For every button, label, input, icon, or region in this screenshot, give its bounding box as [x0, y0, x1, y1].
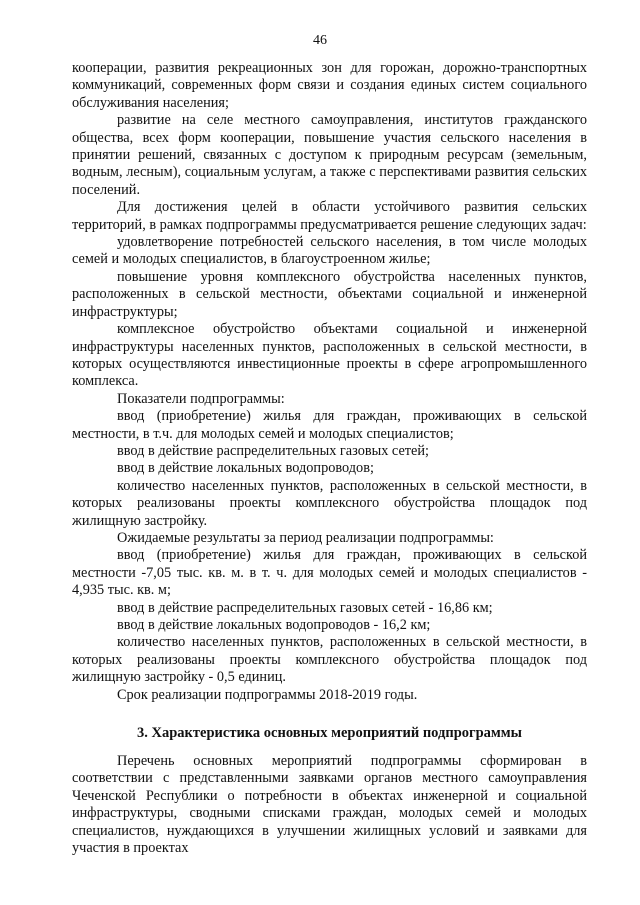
list-item: ввод в действие распределительных газовых сетей - 16,86 км;: [117, 599, 493, 616]
paragraph: развитие на селе местного самоуправления, институтов гражданского общества, всех форм кооперации, повышение участия сельского населения в принятии решений, связанных с доступом к природным ресурсам (земельным, водным, лесным), социальным услугам, а также с перспективами развития сельских поселений.: [72, 112, 587, 198]
list-item: количество населенных пунктов, расположенных в сельской местности, в которых реализованы проекты комплексного обустройства площадок под жилищную застройку - 0,5 единиц.: [72, 634, 587, 686]
list-item: ввод в действие локальных водопроводов - 16,2 км;: [117, 617, 431, 633]
list-item: повышение уровня комплексного обустройства населенных пунктов, расположенных в сельской местности, объектами социальной и инженерной инфраструктуры;: [72, 268, 587, 320]
list-item: ввод в действие локальных водопроводов;: [117, 460, 374, 477]
document-body: [72, 60, 587, 857]
list-item: ввод (приобретение) жилья для граждан, проживающих в сельской местности, в т.ч. для молодых семей и молодых специалистов;: [72, 408, 587, 442]
paragraph: Для достижения целей в области устойчивого развития сельских территорий, в рамках подпрограммы предусматривается решение следующих задач:: [72, 199, 587, 233]
list-item: количество населенных пунктов, расположенных в сельской местности, в которых реализованы проекты комплексного обустройства площадок под жилищную застройку.: [72, 477, 587, 529]
list-item: ввод в действие распределительных газовых сетей;: [117, 442, 430, 459]
paragraph: Перечень основных мероприятий подпрограммы сформирован в соответствии с представленными заявками органов местного самоуправления Чеченской Республики о потребности в объектах инженерной и социальной инфраструктуры, сводными списками граждан, молодых семей и молодых специалистов, нуждающихся в улучшении жилищных условий и заявками для участия в проектах: [72, 753, 587, 857]
section-heading: 3. Характеристика основных мероприятий подпрограммы: [137, 725, 522, 742]
paragraph: Показатели подпрограммы:: [117, 390, 285, 407]
paragraph: Срок реализации подпрограммы 2018-2019 годы.: [117, 686, 418, 703]
list-item: удовлетворение потребностей сельского населения, в том числе молодых семей и молодых специалистов, в благоустроенном жилье;: [72, 234, 587, 268]
page-number: 46: [313, 33, 327, 48]
paragraph: Ожидаемые результаты за период реализации подпрограммы:: [117, 529, 494, 546]
paragraph: кооперации, развития рекреационных зон для горожан, дорожно-транспортных коммуникаций, современных форм связи и создания единых систем социального обслуживания населения;: [72, 60, 587, 111]
list-item: комплексное обустройство объектами социальной и инженерной инфраструктуры населенных пунктов, расположенных в сельской местности, в которых осуществляются инвестиционные проекты в сфере агропромышленного комплекса.: [72, 321, 587, 390]
list-item: ввод (приобретение) жилья для граждан, проживающих в сельской местности -7,05 тыс. кв. м. в т. ч. для молодых семей и молодых специалистов - 4,935 тыс. кв. м;: [72, 547, 587, 599]
